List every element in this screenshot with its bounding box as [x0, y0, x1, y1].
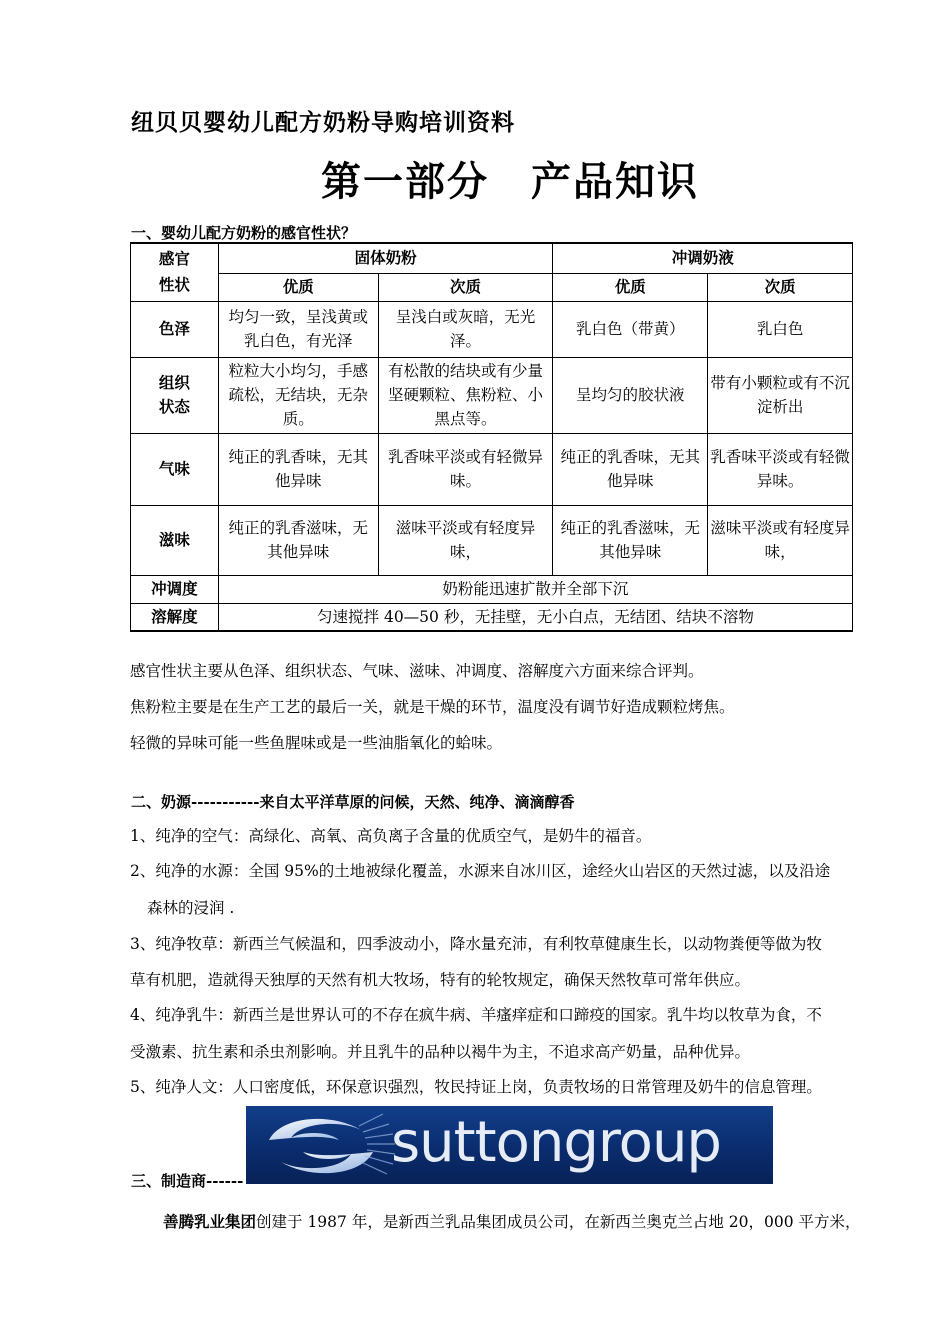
table-cell: 纯正的乳香滋味，无其他异味 [218, 505, 378, 575]
sensory-table [130, 242, 853, 632]
list-item: 2、纯净的水源：全国 95%的土地被绿化覆盖，水源来自冰川区，途经火山岩区的天然过滤，以及沿途 [130, 862, 831, 880]
liquid-good-header: 优质 [553, 273, 708, 301]
section-2-heading: 二、奶源-----------来自太平洋草原的问候，天然、纯净、滴滴醇香 [131, 793, 575, 811]
table-row [131, 301, 853, 357]
table-row [131, 357, 853, 433]
manufacturer-paragraph [163, 1212, 860, 1232]
suttongroup-logo [246, 1106, 773, 1184]
part-title: 第一部分 产品知识 [321, 158, 699, 205]
list-item-continuation: 受激素、抗生素和杀虫剂影响。并且乳牛的品种以褐牛为主，不追求高产奶量，品种优异。 [130, 1043, 751, 1061]
liquid-bad-header: 次质 [708, 273, 853, 301]
solid-powder-header: 固体奶粉 [218, 243, 553, 273]
list-item-continuation: 森林的浸润 . [147, 899, 235, 917]
table-cell: 粒粒大小均匀，手感疏松，无结块，无杂质。 [218, 357, 378, 433]
table-row [131, 505, 853, 575]
company-description: 创建于 1987 年，是新西兰乳品集团成员公司，在新西兰奥克兰占地 20，000 平方米， [256, 1213, 861, 1231]
logo-text: suttongroup [391, 1110, 721, 1175]
table-cell: 纯正的乳香味，无其他异味 [218, 433, 378, 505]
note-paragraph: 焦粉粒主要是在生产工艺的最后一关，就是干燥的环节，温度没有调节好造成颗粒烤焦。 [130, 698, 735, 716]
note-paragraph: 轻微的异味可能一些鱼腥味或是一些油脂氧化的蛤味。 [130, 734, 503, 752]
section-3-heading: 三、制造商------ [131, 1172, 244, 1190]
note-paragraph: 感官性状主要从色泽、组织状态、气味、滋味、冲调度、溶解度六方面来综合评判。 [130, 662, 704, 680]
table-cell: 乳香味平淡或有轻微异味。 [708, 433, 853, 505]
table-cell: 呈浅白或灰暗，无光泽。 [378, 301, 553, 357]
list-item: 4、纯净乳牛：新西兰是世界认可的不存在疯牛病、羊瘙痒症和口蹄疫的国家。乳牛均以牧草为食，不 [130, 1006, 822, 1024]
table-cell: 奶粉能迅速扩散并全部下沉 [218, 575, 852, 603]
table-cell: 呈均匀的胶状液 [553, 357, 708, 433]
list-item: 1、纯净的空气：高绿化、高氧、高负离子含量的优质空气，是奶牛的福音。 [130, 827, 652, 845]
table-cell: 有松散的结块或有少量坚硬颗粒、焦粉粒、小黑点等。 [378, 357, 553, 433]
table-cell: 滋味平淡或有轻度异味， [378, 505, 553, 575]
table-cell: 乳白色 [708, 301, 853, 357]
list-item: 3、纯净牧草：新西兰气候温和，四季波动小，降水量充沛，有利牧草健康生长，以动物粪便等做为牧 [130, 935, 822, 953]
table-row [131, 603, 853, 631]
table-cell: 均匀一致，呈浅黄或乳白色，有光泽 [218, 301, 378, 357]
solid-good-header: 优质 [218, 273, 378, 301]
row-label: 滋味 [131, 505, 219, 575]
table-cell: 带有小颗粒或有不沉淀析出 [708, 357, 853, 433]
row-label: 冲调度 [131, 575, 219, 603]
table-cell: 纯正的乳香味，无其他异味 [553, 433, 708, 505]
list-item-continuation: 草有机肥，造就得天独厚的天然有机大牧场，特有的轮牧规定，确保天然牧草可常年供应。 [130, 971, 751, 989]
row-label: 色泽 [131, 301, 219, 357]
row-label: 溶解度 [131, 603, 219, 631]
table-cell: 匀速搅拌 40—50 秒，无挂壁，无小白点，无结团、结块不溶物 [218, 603, 852, 631]
section-1-heading: 一、婴幼儿配方奶粉的感官性状？ [131, 224, 357, 242]
row-label: 组织 状态 [131, 357, 219, 433]
reconstituted-liquid-header: 冲调奶液 [553, 243, 853, 273]
table-cell: 乳白色（带黄） [553, 301, 708, 357]
table-row [131, 433, 853, 505]
table-cell: 纯正的乳香滋味，无其他异味 [553, 505, 708, 575]
table-row [131, 575, 853, 603]
document-title: 纽贝贝婴幼儿配方奶粉导购培训资料 [131, 109, 515, 136]
solid-bad-header: 次质 [378, 273, 553, 301]
row-label: 气味 [131, 433, 219, 505]
table-cell: 乳香味平淡或有轻微异味。 [378, 433, 553, 505]
table-cell: 滋味平淡或有轻度异味， [708, 505, 853, 575]
list-item: 5、纯净人文：人口密度低，环保意识强烈，牧民持证上岗，负责牧场的日常管理及奶牛的信息管理。 [130, 1078, 822, 1096]
table-corner-header: 感官 性状 [131, 243, 219, 301]
company-name: 善腾乳业集团 [163, 1212, 257, 1231]
